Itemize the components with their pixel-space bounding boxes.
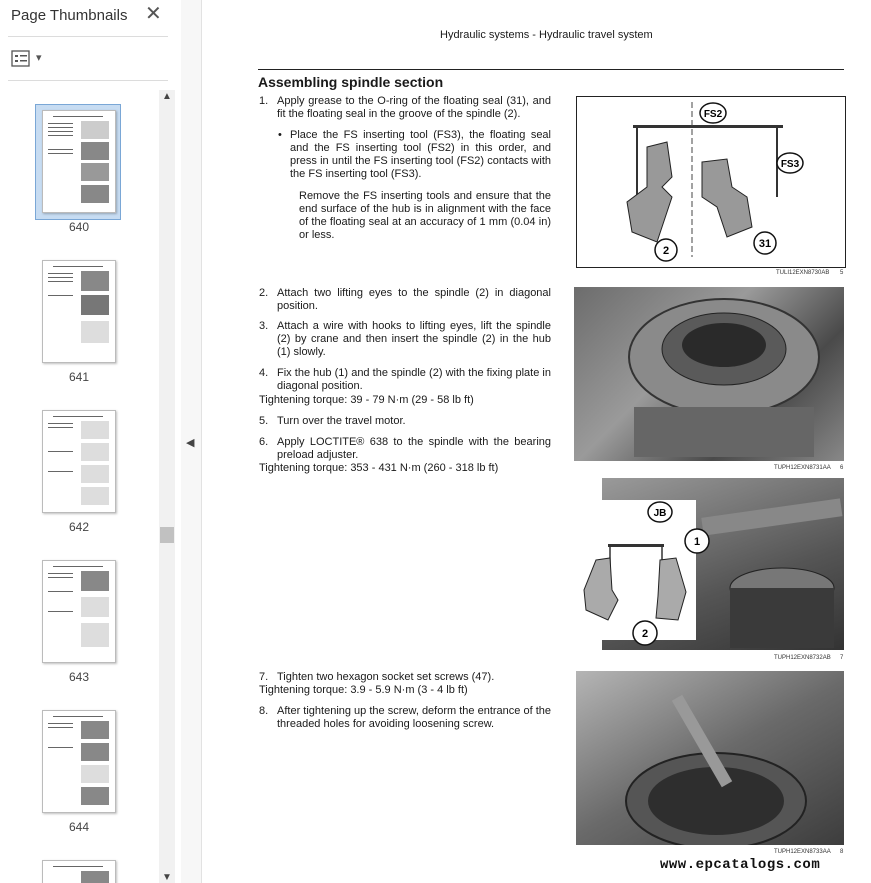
collapse-panel-button[interactable] <box>181 0 202 883</box>
thumbnail-page-number: 642 <box>68 520 90 534</box>
panel-title: Page Thumbnails <box>11 7 128 24</box>
callout-2 <box>630 618 660 648</box>
thumbnail-scrollbar[interactable] <box>159 90 175 883</box>
chevron-down-icon: ▾ <box>36 52 42 64</box>
chevron-left-icon: ◀ <box>186 437 195 449</box>
thumbnail-list <box>0 90 158 883</box>
step-number: 4. <box>259 367 269 379</box>
callout-label: 2 <box>662 245 670 257</box>
figure-8-photo <box>576 671 844 845</box>
torque-spec: Tightening torque: 39 - 79 N·m (29 - 58 lb ft) <box>259 394 474 406</box>
thumbnail-page-next[interactable] <box>42 860 116 883</box>
step-number: 1. <box>259 95 269 107</box>
thumbnails-panel <box>0 0 182 883</box>
thumbnail-page-number: 644 <box>68 820 90 834</box>
scroll-up-icon[interactable]: ▲ <box>162 91 172 102</box>
figure-number: 8 <box>840 849 844 855</box>
step-note: Remove the FS inserting tools and ensure that the end surface of the hub is in alignment with the face of the floating seal at an accuracy of 1 mm (0.04 in) or less. <box>299 190 551 241</box>
thumbnail-page-641[interactable] <box>42 260 116 363</box>
step-number: 5. <box>259 415 269 427</box>
callout-1 <box>682 526 712 556</box>
thumbnail-page-640[interactable] <box>42 110 116 213</box>
callout-label: JB <box>653 508 667 519</box>
figure-caption: TULI12EXN8730AB <box>776 270 830 276</box>
callout-label: 31 <box>758 238 772 250</box>
scroll-down-icon[interactable]: ▼ <box>162 872 172 883</box>
callout-label: 2 <box>641 628 649 640</box>
figure-6-photo <box>574 287 844 461</box>
step-text: Attach two lifting eyes to the spindle (2) in diagonal position. <box>277 287 551 312</box>
step-number: 2. <box>259 287 269 299</box>
torque-spec: Tightening torque: 353 - 431 N·m (260 - 318 lb ft) <box>259 462 499 474</box>
step-number: 3. <box>259 320 269 332</box>
figure-5-diagram <box>576 96 846 268</box>
thumbnail-page-643[interactable] <box>42 560 116 663</box>
step-text: Place the FS inserting tool (FS3), the floating seal and the FS inserting tool (FS2) in this order, and press in until the FS inserting tool (FS2) contacts with the FS inserting tool (FS3). <box>290 129 551 180</box>
step-text: Tighten two hexagon socket set screws (47). <box>277 671 495 683</box>
callout-label: FS3 <box>780 159 800 170</box>
thumbnail-page-number: 641 <box>68 370 90 384</box>
step-text: After tightening up the screw, deform the entrance of the threaded holes for avoiding loosening screw. <box>277 705 551 730</box>
step-number: 8. <box>259 705 269 717</box>
divider <box>8 36 168 37</box>
thumbnail-page-number: 643 <box>68 670 90 684</box>
divider <box>8 80 168 81</box>
scrollbar-thumb[interactable] <box>160 527 174 543</box>
figure-number: 5 <box>840 270 844 276</box>
figure-caption: TUPH12EXN8731AA <box>774 465 831 471</box>
figure-caption: TUPH12EXN8733AA <box>774 849 831 855</box>
bullet: • <box>278 129 282 141</box>
step-text: Fix the hub (1) and the spindle (2) with the fixing plate in diagonal position. <box>277 367 551 392</box>
section-title: Assembling spindle section <box>258 74 444 90</box>
close-icon[interactable]: ✕ <box>145 3 162 25</box>
figure-number: 6 <box>840 465 844 471</box>
step-text: Apply grease to the O-ring of the floating seal (31), and fit the floating seal in the groove of the spindle (2). <box>277 95 551 120</box>
page-header: Hydraulic systems - Hydraulic travel system <box>440 29 653 41</box>
step-number: 7. <box>259 671 269 683</box>
step-number: 6. <box>259 436 269 448</box>
step-text: Turn over the travel motor. <box>277 415 406 427</box>
callout-label: FS2 <box>703 109 723 120</box>
header-rule <box>258 69 844 70</box>
thumbnail-page-number: 640 <box>68 220 90 234</box>
figure-caption: TUPH12EXN8732AB <box>774 655 831 661</box>
torque-spec: Tightening torque: 3.9 - 5.9 N·m (3 - 4 lb ft) <box>259 684 468 696</box>
document-page <box>202 0 871 883</box>
watermark: www.epcatalogs.com <box>660 857 821 873</box>
figure-number: 7 <box>840 655 844 661</box>
thumbnail-page-644[interactable] <box>42 710 116 813</box>
thumbnail-page-642[interactable] <box>42 410 116 513</box>
step-text: Apply LOCTITE® 638 to the spindle with the bearing preload adjuster. <box>277 436 551 461</box>
callout-label: 1 <box>693 536 701 548</box>
thumbnail-options-button[interactable] <box>11 49 47 69</box>
step-text: Attach a wire with hooks to lifting eyes, lift the spindle (2) by crane and then insert the spindle (2) in the hub (1) slowly. <box>277 320 551 358</box>
